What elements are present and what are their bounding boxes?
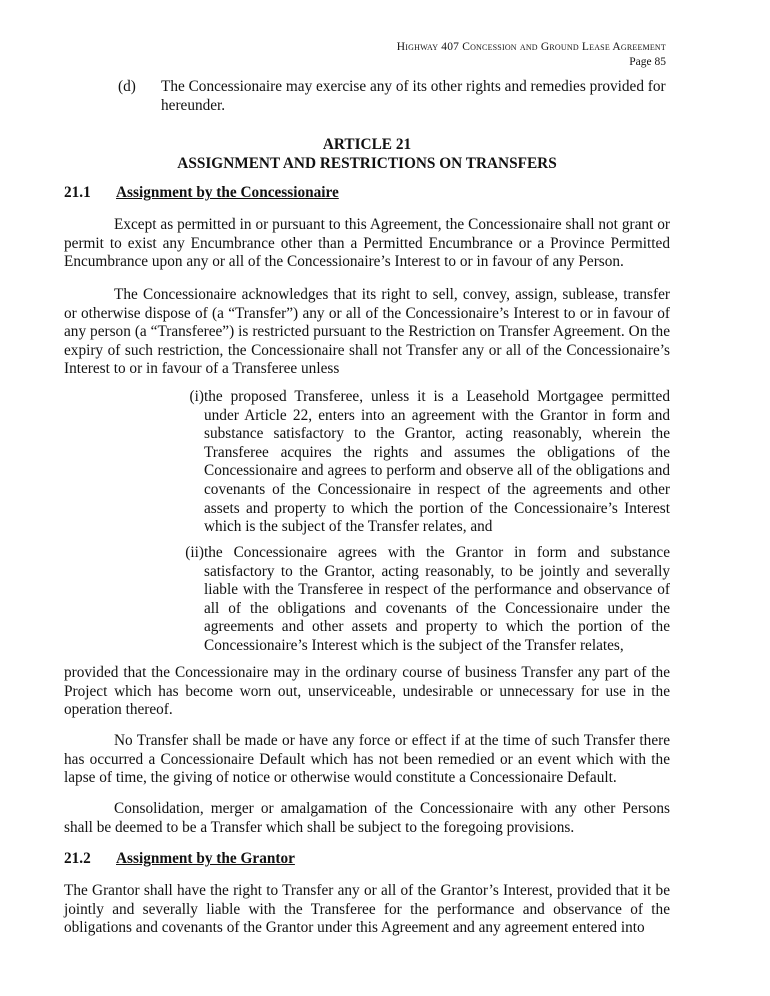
paragraph-text: provided that the Concessionaire may in the ordinary course of business Transfer any part of the Project which has become worn out, unserviceable, undesirable or unnecessary for use in the operation thereof. <box>64 664 670 719</box>
paragraph-text: Except as permitted in or pursuant to this Agreement, the Concessionaire shall not grant or permit to exist any Encumbrance other than a Permitted Encumbrance or a Province Permitted Encumbrance upon any or all of the Concessionaire’s Interest to or in favour of any Person. <box>64 216 670 271</box>
paragraph-text: Consolidation, merger or amalgamation of the Concessionaire with any other Persons shall be deemed to be a Transfer which shall be subject to the foregoing provisions. <box>64 800 670 836</box>
section-number: 21.2 <box>64 850 91 867</box>
running-header <box>397 40 666 70</box>
paragraph <box>64 882 670 938</box>
section-heading-21-2 <box>64 850 295 868</box>
section-number: 21.1 <box>64 184 91 201</box>
paragraph-text: The Concessionaire acknowledges that its right to sell, convey, assign, sublease, transfer or otherwise dispose of (a “Transfer”) any or all of the Concessionaire’s Interest to or in favour of any person (a “Transferee”) is restricted pursuant to the Restriction on Transfer Agreement. On the expiry of such restriction, the Concessionaire shall not Transfer any or all of the Concessionaire’s Interest to or in favour of a Transferee unless <box>64 286 670 378</box>
paragraph <box>64 732 670 788</box>
section-title: Assignment by the Grantor <box>116 850 295 867</box>
paragraph-text: The Grantor shall have the right to Transfer any or all of the Grantor’s Interest, provided that it be jointly and severally liable with the Transferee for the performance and observance of the obligations and covenants of the Grantor under this Agreement and any agreement entered into <box>64 882 670 937</box>
paragraph <box>64 216 670 272</box>
article-heading <box>64 136 670 173</box>
paragraph-text: No Transfer shall be made or have any force or effect if at the time of such Transfer there has occurred a Concessionaire Default which has not been remedied or an event which with the lapse of time, the giving of notice or otherwise would constitute a Concessionaire Default. <box>64 732 670 787</box>
article-number: ARTICLE 21 <box>322 136 412 153</box>
paragraph <box>64 286 670 379</box>
item-text: the Concessionaire agrees with the Grantor in form and substance satisfactory to the Grantor, acting reasonably, to be jointly and severally liable with the Transferee in respect of the performance and observance of all of the obligations and covenants of the Concessionaire under the agreements and other assets and property to which the portion of the Concessionaire’s Interest which is the subject of the Transfer relates, <box>204 544 670 654</box>
item-label: (i) <box>189 388 204 405</box>
article-title: ASSIGNMENT AND RESTRICTIONS ON TRANSFERS <box>177 154 557 172</box>
header-title: Highway 407 Concession and Ground Lease Agreement <box>396 41 666 53</box>
header-page-number: Page 85 <box>629 56 666 68</box>
section-heading-21-1 <box>64 184 339 202</box>
paragraph <box>64 800 670 837</box>
section-title: Assignment by the Concessionaire <box>116 184 339 201</box>
item-text: the proposed Transferee, unless it is a Leasehold Mortgagee permitted under Article 22, enters into an agreement with the Grantor in form and substance satisfactory to the Grantor, acting reasonably, wherein the Transferee acquires the rights and assumes the obligations of the Concessionaire and agrees to perform and observe all of the obligations and covenants of the Concessionaire in respect of the agreements and other assets and property to which the portion of the Concessionaire’s Interest which is the subject of the Transfer relates, and <box>204 388 670 536</box>
item-label: (d) <box>118 78 136 95</box>
paragraph <box>64 664 670 720</box>
item-label: (ii) <box>185 544 204 561</box>
item-text: The Concessionaire may exercise any of its other rights and remedies provided for hereunder. <box>161 78 666 114</box>
